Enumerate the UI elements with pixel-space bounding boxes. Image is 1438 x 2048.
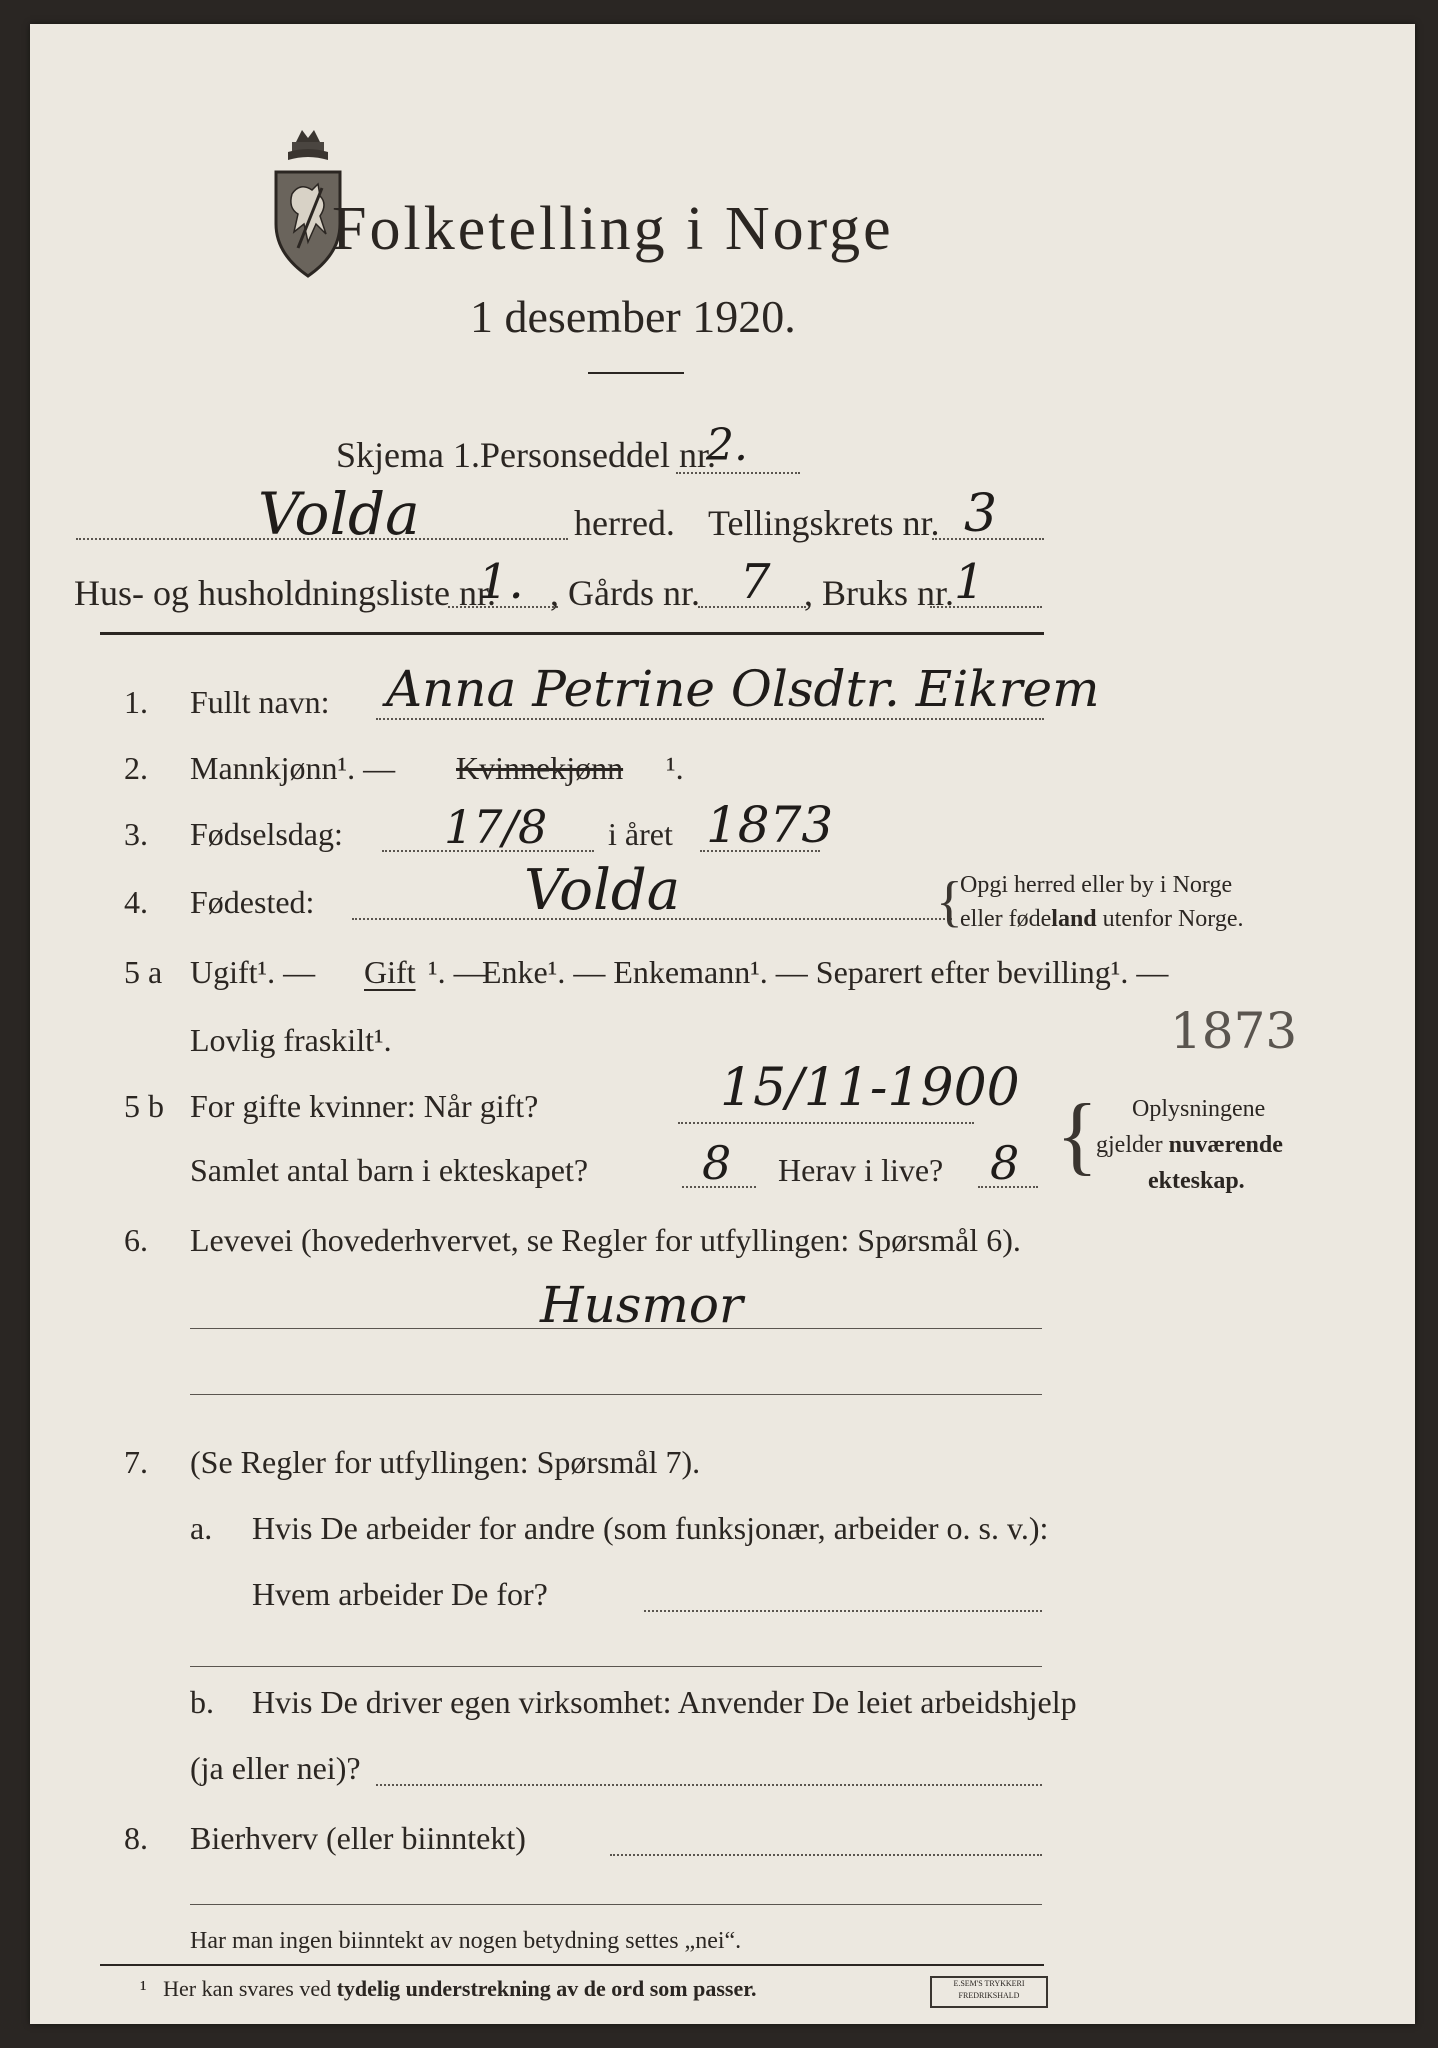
q6-line-2 xyxy=(190,1394,1042,1395)
q1-number: 1. xyxy=(124,684,148,720)
q7-text: (Se Regler for utfyllingen: Spørsmål 7). xyxy=(190,1444,701,1480)
census-form xyxy=(30,24,1415,2024)
q5a-margin-note: 1873 xyxy=(1170,1002,1298,1060)
gards-value: 7 xyxy=(740,554,771,610)
q5a-ugift: Ugift¹. — xyxy=(190,954,316,990)
footnote: ¹ Her kan svares ved tydelig understrekning av de ord som passer. xyxy=(140,1976,757,2001)
q3-number: 3. xyxy=(124,816,148,852)
q1-label: Fullt navn: xyxy=(190,684,330,720)
q2-male: Mannkjønn¹. — xyxy=(190,750,396,786)
hus-label: Hus- og husholdningsliste nr. xyxy=(74,573,497,613)
q7b-text-2: (ja eller nei)? xyxy=(190,1750,361,1786)
form-date: 1 desember 1920. xyxy=(470,291,796,342)
bruks-label: , Bruks nr. xyxy=(804,573,955,613)
skjema-label: Skjema 1. xyxy=(336,435,480,475)
q6-number: 6. xyxy=(124,1222,148,1258)
q5b-label: For gifte kvinner: Når gift? xyxy=(190,1088,539,1124)
meta-divider xyxy=(100,632,1044,635)
q4-value: Volda xyxy=(524,858,681,923)
q5b-number: 5 b xyxy=(124,1088,164,1124)
q4-note-2: eller fødeland utenfor Norge. xyxy=(960,906,1244,932)
q4-number: 4. xyxy=(124,884,148,920)
printer-stamp-line-1: E.SEM'S TRYKKERI xyxy=(953,1979,1025,1988)
q5b-barn-label: Samlet antal barn i ekteskapet? xyxy=(190,1152,589,1188)
bruks-value: 1 xyxy=(954,554,985,610)
biinntekt-note: Har man ingen biinntekt av nogen betydning settes „nei“. xyxy=(190,1928,742,1954)
footer-divider xyxy=(100,1964,1044,1966)
form-title: Folketelling i Norge xyxy=(332,195,894,263)
q5a-number: 5 a xyxy=(124,954,163,990)
q7b-line xyxy=(376,1784,1042,1786)
q1-line xyxy=(376,718,1044,720)
q8-text: Bierhverv (eller biinntekt) xyxy=(190,1820,526,1856)
q8-number: 8. xyxy=(124,1820,148,1856)
q6-value: Husmor xyxy=(540,1276,743,1334)
q4-note-1: Opgi herred eller by i Norge xyxy=(960,872,1233,898)
q5b-live-value: 8 xyxy=(990,1136,1020,1190)
q4-brace: { xyxy=(936,871,963,933)
title-divider xyxy=(588,372,684,374)
q6-text: Levevei (hovederhvervet, se Regler for utfyllingen: Spørsmål 6). xyxy=(190,1222,1021,1258)
q7-number: 7. xyxy=(124,1444,148,1480)
q7b-text: Hvis De driver egen virksomhet: Anvender De leiet arbeidshjelp xyxy=(252,1684,1077,1720)
herred-value: Volda xyxy=(258,480,420,548)
q6-line-1 xyxy=(190,1328,1042,1329)
q5a-rest: Enke¹. — Enkemann¹. — Separert efter bevilling¹. — xyxy=(482,954,1169,990)
personseddel-value: 2. xyxy=(706,420,748,471)
q8-line-1 xyxy=(610,1854,1042,1856)
tellingskrets-label: Tellingskrets nr. xyxy=(708,503,940,543)
bruks-line xyxy=(930,606,1042,608)
q5b-note-2: gjelder nuværende xyxy=(1096,1132,1283,1158)
q5b-note-3: ekteskap. xyxy=(1148,1168,1245,1194)
q5a-fraskilt: Lovlig fraskilt¹. xyxy=(190,1022,392,1058)
q3-value: 17/8 xyxy=(444,800,548,854)
q3-year-label: i året xyxy=(608,816,673,852)
q7a-text: Hvis De arbeider for andre (som funksjonær, arbeider o. s. v.): xyxy=(252,1510,1049,1546)
q7a-line-1 xyxy=(644,1610,1042,1612)
q8-line-2 xyxy=(190,1904,1042,1905)
q5a-gift-sup: ¹. — xyxy=(428,954,486,990)
q2-female-sup: ¹. xyxy=(666,750,684,786)
q2-number: 2. xyxy=(124,750,148,786)
printer-stamp xyxy=(930,1976,1048,2008)
q5b-live-label: Herav i live? xyxy=(778,1152,944,1188)
q5b-line xyxy=(678,1122,974,1124)
q1-value: Anna Petrine Olsdtr. Eikrem xyxy=(386,660,1100,718)
q5b-brace: { xyxy=(1056,1087,1099,1184)
q7a-text-2: Hvem arbeider De for? xyxy=(252,1576,548,1612)
personseddel-label: Personseddel nr. xyxy=(480,435,716,475)
printer-stamp-line-2: FREDRIKSHALD xyxy=(958,1991,1020,2000)
q3-label: Fødselsdag: xyxy=(190,816,343,852)
q3-year-value: 1873 xyxy=(706,796,834,854)
q5a-gift-marked: Gift xyxy=(364,954,416,990)
q5b-note-1: Oplysningene xyxy=(1132,1096,1266,1122)
q4-label: Fødested: xyxy=(190,884,315,920)
hus-value: 1. xyxy=(478,554,524,610)
q7a-line-2 xyxy=(190,1666,1042,1667)
q2-female-marked: Kvinnekjønn xyxy=(456,750,624,786)
q7b-letter: b. xyxy=(190,1684,214,1720)
tellingskrets-value: 3 xyxy=(964,484,998,544)
gards-label: , Gårds nr. xyxy=(550,573,700,613)
herred-label: herred. xyxy=(574,503,675,543)
q5b-value: 15/11-1900 xyxy=(720,1058,1020,1118)
q5b-barn-value: 8 xyxy=(702,1136,732,1190)
q7a-letter: a. xyxy=(190,1510,213,1546)
personseddel-line xyxy=(676,472,800,474)
